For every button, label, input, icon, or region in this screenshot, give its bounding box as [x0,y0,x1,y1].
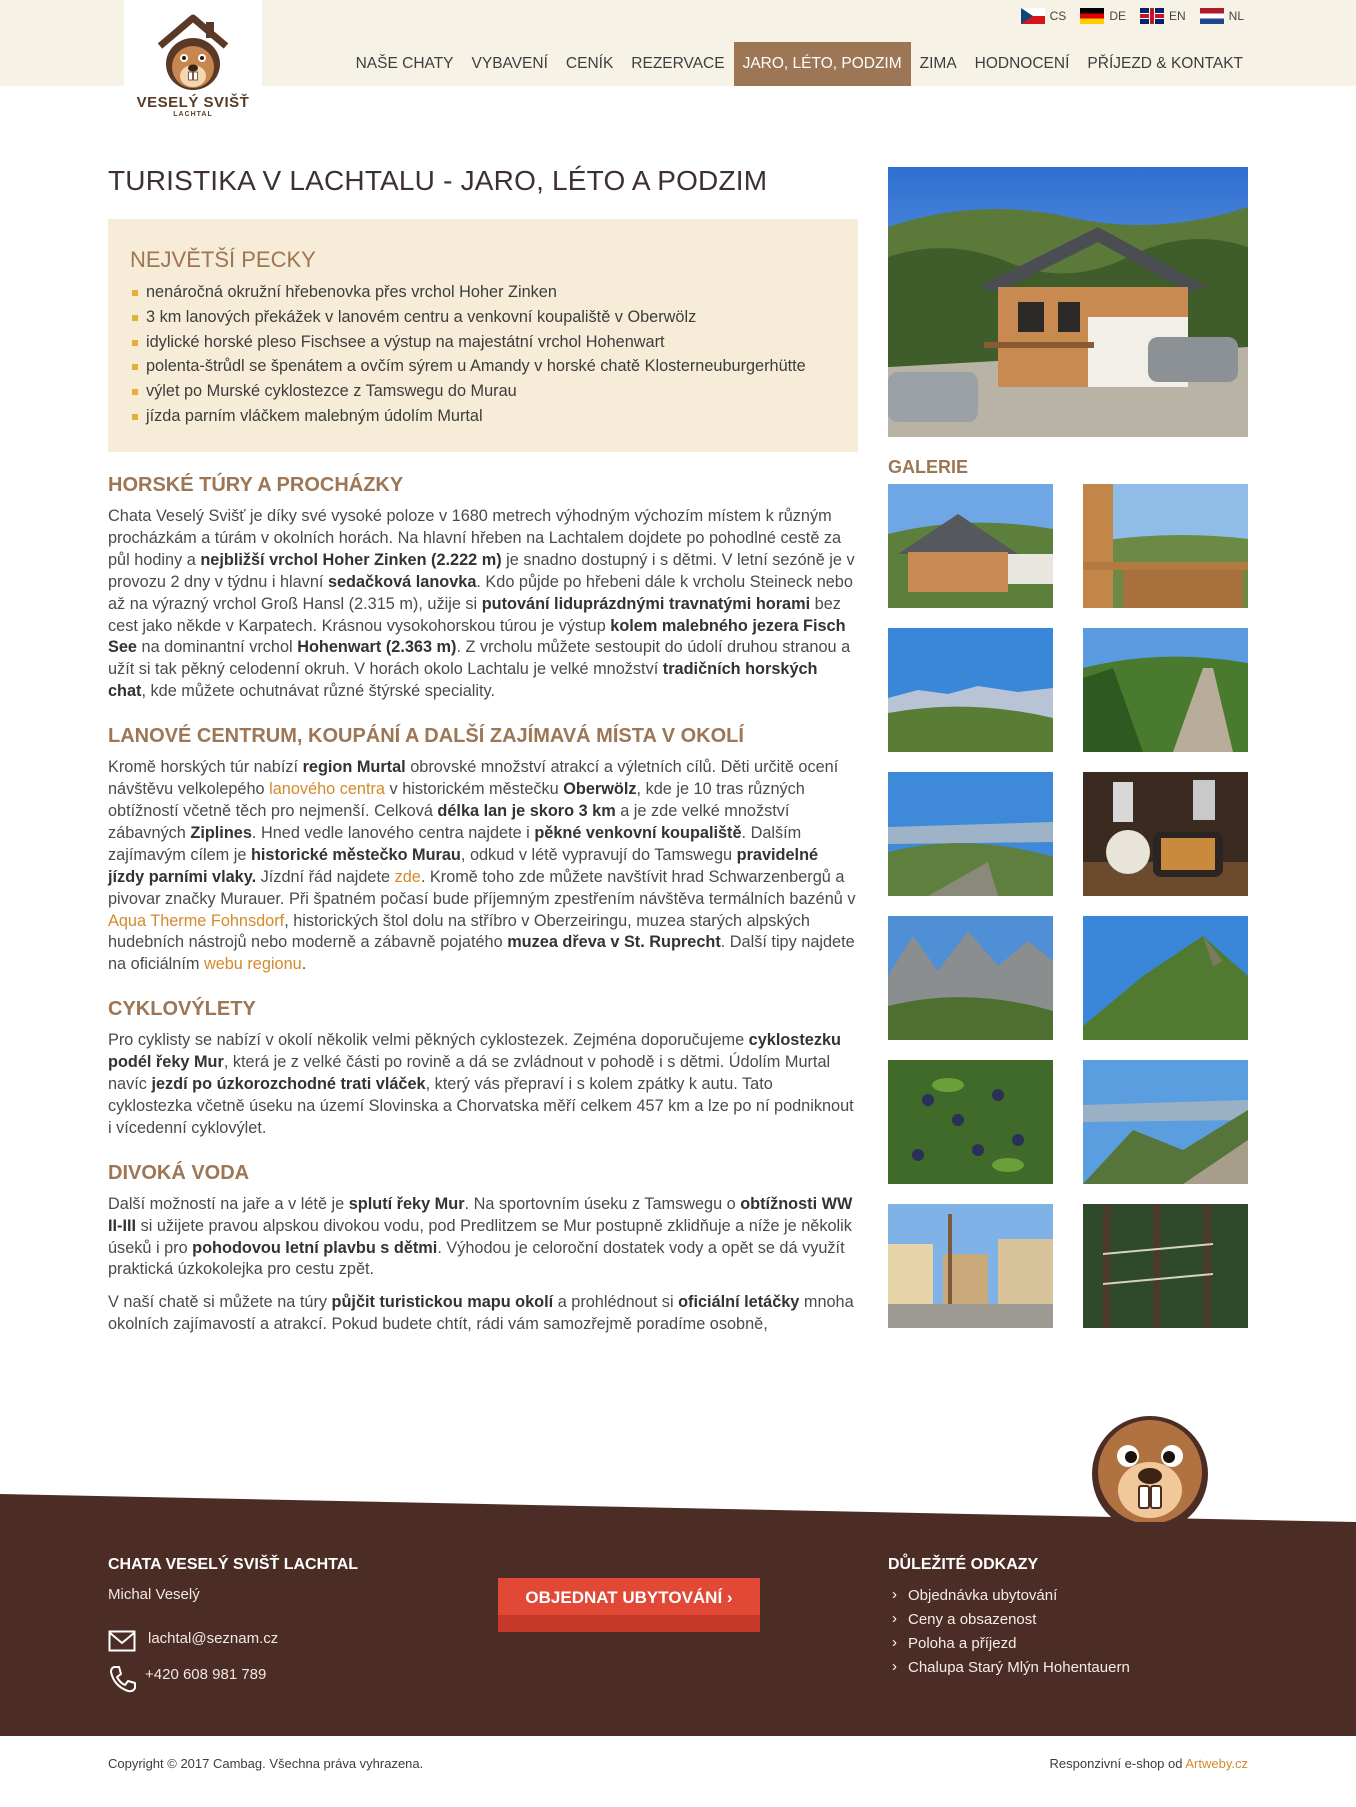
highlights-title: NEJVĚTŠÍ PECKY [130,247,316,272]
marmot-mascot-icon [1086,1404,1214,1522]
footer-phone-link[interactable]: +420 608 981 789 [145,1666,267,1683]
marmot-logo-icon [150,12,236,94]
gallery-thumb-chalet[interactable] [888,484,1053,608]
map-paragraph: V naší chatě si můžete na túry půjčit turistickou mapu okolí a prohlédnout si oficiální letáčky mnoha okolních zajímavostí a atrakcí. Pokud budete chtít, rádi vám samozřejmě poradíme osobně, [108,1293,854,1334]
sidebar [888,167,1248,1328]
list-item: výlet po Murské cyklostezce z Tamswegu do Murau [130,379,836,404]
list-item: jízda parním vláčkem malebným údolím Murtal [130,404,836,429]
envelope-icon [108,1630,136,1652]
section-title-cycling: CYKLOVÝLETY [108,998,256,1021]
page-title: TURISTIKA V LACHTALU - JARO, LÉTO A PODZIM [108,165,768,196]
main-content [108,165,858,1336]
gallery-thumb-forest-road[interactable] [1083,628,1248,752]
lang-en[interactable]: EN [1140,8,1186,24]
lang-nl[interactable]: NL [1200,8,1244,24]
copyright-text: Copyright © 2017 Cambag. Všechna práva vyhrazena. [108,1756,424,1771]
gallery-thumb-alpine-ridge[interactable] [1083,1060,1248,1184]
footer-company-name: CHATA VESELÝ SVIŠŤ LACHTAL [108,1556,359,1573]
highlights-list [130,280,836,429]
artweby-link[interactable]: Artweby.cz [1185,1756,1248,1771]
language-switcher [1021,8,1244,24]
section-title-water: DIVOKÁ VODA [108,1161,250,1184]
water-paragraph: Další možností na jaře a v létě je splutí řeky Mur. Na sportovním úseku z Tamswegu o obtížnosti WW II-III si užijete pravou alpskou divokou vodu, pod Predlitzem se Mur postupně zklidňuje a níže je několik úseků i pro pohodovou letní plavbu s dětmi. Výhodou je celoroční dostatek vody a opět se dá využít praktická úzkokolejka pro cestu zpět. [108,1194,853,1279]
highlights-box [108,219,858,452]
logo[interactable] [124,0,262,130]
logo-title: VESELÝ SVIŠŤ [136,94,250,111]
lang-cs[interactable]: CS [1021,8,1067,24]
czech-flag-icon [1021,8,1045,24]
list-item: nenáročná okružní hřebenovka přes vrchol Hoher Zinken [130,280,836,305]
footer-link-location[interactable]: › Poloha a příjezd [888,1632,1130,1656]
section-title-ropes: LANOVÉ CENTRUM, KOUPÁNÍ A DALŠÍ ZAJÍMAVÁ MÍSTA V OKOLÍ [108,725,744,748]
list-item: 3 km lanových překážek v lanovém centru a venkovní koupaliště v Oberwölz [130,305,836,330]
footer-link-stary-mlyn[interactable]: › Chalupa Starý Mlýn Hohentauern [888,1656,1130,1680]
nav-jaro-leto-podzim[interactable]: JARO, LÉTO, PODZIM [734,42,911,86]
rope-center-link[interactable]: lanového centra [269,780,385,799]
logo-subtitle: LACHTAL [173,111,213,118]
nav-prijezd-kontakt[interactable]: PŘÍJEZD & KONTAKT [1087,55,1243,72]
chalet-image-icon [888,167,1248,437]
nav-rezervace[interactable]: REZERVACE [631,55,725,72]
gallery-thumb-rope-park[interactable] [1083,1204,1248,1328]
gallery-title: GALERIE [888,457,969,477]
gallery-thumb-mountain-view[interactable] [888,628,1053,752]
footer-links [888,1584,1130,1680]
gallery-thumb-ridge[interactable] [888,772,1053,896]
nav-vybaveni[interactable]: VYBAVENÍ [471,55,548,72]
dutch-flag-icon [1200,8,1224,24]
hero-photo-chalet[interactable] [888,167,1248,437]
footer-link-prices[interactable]: › Ceny a obsazenost [888,1608,1130,1632]
footer [0,1480,1356,1807]
phone-icon [108,1664,138,1694]
uk-flag-icon [1140,8,1164,24]
order-accommodation-button[interactable]: OBJEDNAT UBYTOVÁNÍ › [498,1578,760,1632]
section-title-hiking: HORSKÉ TÚRY A PROCHÁZKY [108,474,404,496]
gallery-grid [888,484,1248,1328]
footer-email-link[interactable]: lachtal@seznam.cz [148,1630,279,1647]
footer-link-order[interactable]: › Objednávka ubytování [888,1584,1130,1608]
footer-bottom-bar [0,1736,1356,1807]
hiking-paragraph: Chata Veselý Svišť je díky své vysoké poloze v 1680 metrech výhodným výchozím místem k různým procházkám a túrám v okolních horách. Na hlavní hřeben na Lachtalem dojdete po pohodlné cestě za půl hodiny a nejbližší vrchol Hoher Zinken (2.222 m) je snadno dostupný i s dětmi. V letní sezóně je v provozu 2 dny v týdnu i hlavní sedačková lanovka. Kdo půjde po hřebeni dále k vrcholu Steineck nebo až na výrazný vrchol Groß Hansl (2.315 m), užije si putování liduprázdnými travnatými horami bez cest jako někde v Karpatech. Krásnou vysokohorskou túrou je výstup kolem malebného jezera Fisch See na dominantní vrchol Hohenwart (2.363 m). Z vrcholu můžete sestoupit do údolí druhou stranou a užít si tak pěkný celodenní okruh. V horách okolo Lachtalu je velké množství tradičních horských chat, kde můžete ochutnávat různé štýrské speciality. [108,507,855,701]
nav-nase-chaty[interactable]: NAŠE CHATY [355,55,454,72]
nav-zima[interactable]: ZIMA [919,55,957,72]
nav-hodnoceni[interactable]: HODNOCENÍ [974,55,1070,72]
footer-links-title: DŮLEŽITÉ ODKAZY [888,1556,1039,1573]
gallery-thumb-green-peak[interactable] [1083,916,1248,1040]
gallery-thumb-food[interactable] [1083,772,1248,896]
main-nav [347,42,1252,86]
footer-person: Michal Veselý [108,1586,200,1603]
nav-cenik[interactable]: CENÍK [565,55,614,72]
list-item: idylické horské pleso Fischsee a výstup na majestátní vrchol Hohenwart [130,330,836,355]
lang-de[interactable]: DE [1080,8,1126,24]
gallery-thumb-blueberries[interactable] [888,1060,1053,1184]
gallery-thumb-terrace[interactable] [1083,484,1248,608]
gallery-thumb-peaks[interactable] [888,916,1053,1040]
timetable-link[interactable]: zde [394,867,421,886]
cycling-paragraph: Pro cyklisty se nabízí v okolí několik velmi pěkných cyklostezek. Zejména doporučujeme cyklostezku podél řeky Mur, která je z velké části po rovině a dá se zvládnout v pohodě i s dětmi. Údolím Murtal navíc jezdí po úzkorozchodné trati vláček, který vás přepraví i s kolem zpátky k autu. Tato cyklostezka včetně úseku na území Slovinska a Chorvatska měří celkem 457 km a lze po ní podniknout i vícedenní cyklovýlet. [108,1031,854,1137]
credit-text: Responzivní e-shop od Artweby.cz [1049,1756,1248,1771]
list-item: polenta-štrůdl se špenátem a ovčím sýrem u Amandy v horské chatě Klosterneuburgerhütte [130,354,836,379]
german-flag-icon [1080,8,1104,24]
ropes-paragraph: Kromě horských túr nabízí region Murtal obrovské množství atrakcí a výletních cílů. Děti určitě ocení návštěvu velkolepého lanového centra v historickém městečku Oberwölz, kde je 10 tras různých obtížností včetně těch pro nejmenší. Celková délka lan je skoro 3 km a je zde velké množství zábavných Ziplines. Hned vedle lanového centra najdete i pěkné venkovní koupaliště. Dalším zajímavým cílem je historické městečko Murau, odkud v létě vypravují do Tamswegu pravidelné jízdy parními vlaky. Jízdní řád najdete zde. Kromě toho zde můžete navštívit hrad Schwarzenbergů a pivovar značky Murauer. Při špatném počasí bude příjemným zpestřením návštěva termálních bazénů v Aqua Therme Fohnsdorf, historických štol dolu na stříbro v Oberzeiringu, muzea starých alpských hudebních nástrojů nebo moderně a zábavně pojatého muzea dřeva v St. Ruprecht. Další tipy najdete na oficiálním webu regionu. [108,758,856,974]
aqua-therme-link[interactable]: Aqua Therme Fohnsdorf [108,911,285,930]
region-web-link[interactable]: webu regionu [203,955,302,974]
gallery-thumb-murau-town[interactable] [888,1204,1053,1328]
